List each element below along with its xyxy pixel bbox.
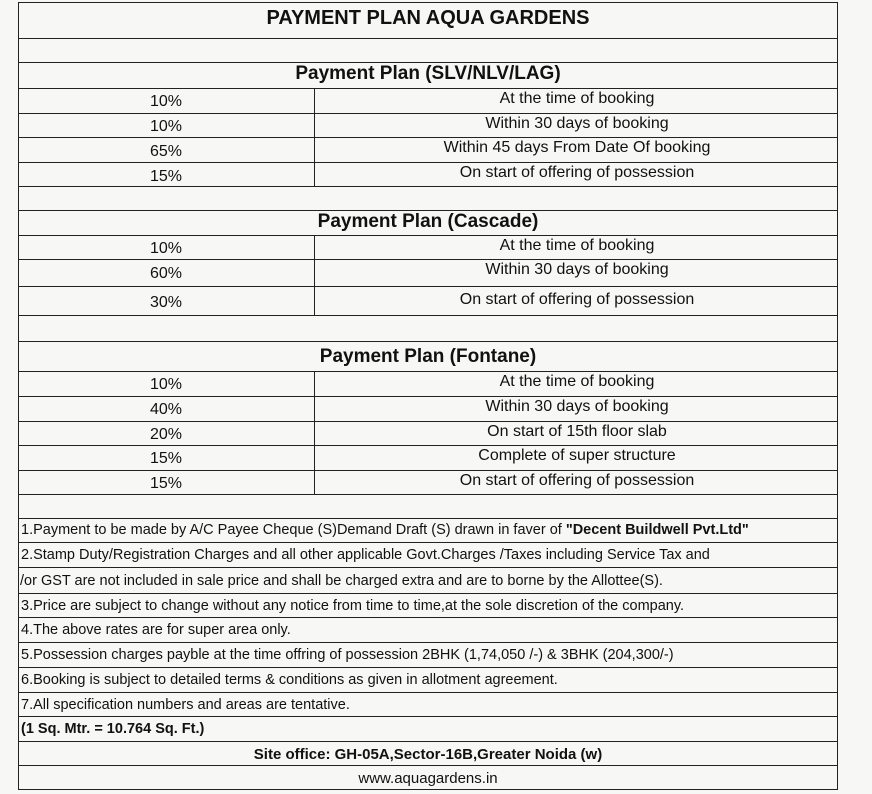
spacer-row xyxy=(18,315,838,341)
site-office: Site office: GH-05A,Sector-16B,Greater Noida (w) xyxy=(253,746,603,763)
footer-row xyxy=(18,765,838,790)
plan-1-row-2-desc: Within 30 days of booking xyxy=(485,115,669,132)
plan-1-row-3-pct: 65% xyxy=(149,143,183,160)
table-row xyxy=(18,470,838,494)
plan-2-row-1-pct: 10% xyxy=(149,240,183,257)
title-row xyxy=(18,2,838,38)
note-row xyxy=(18,716,838,741)
table-row xyxy=(18,421,838,445)
page-title: PAYMENT PLAN AQUA GARDENS xyxy=(266,7,590,29)
plan-3-row-1-pct: 10% xyxy=(149,376,183,393)
note-5: 5.Possession charges payble at the time offring of possession 2BHK (1,74,050 /-) & 3BHK (204,300/-) xyxy=(21,647,674,663)
plan-3-row-2-desc: Within 30 days of booking xyxy=(485,398,669,415)
plan-1-heading: Payment Plan (SLV/NLV/LAG) xyxy=(295,63,561,84)
note-row xyxy=(18,642,838,667)
note-row xyxy=(18,518,838,542)
plan-2-heading-row xyxy=(18,210,838,235)
plan-1-row-2-pct: 10% xyxy=(149,118,183,135)
plan-1-row-1-pct: 10% xyxy=(149,93,183,110)
table-row xyxy=(18,137,838,162)
table-row xyxy=(18,88,838,113)
plan-3-row-5-pct: 15% xyxy=(149,475,183,492)
plan-2-row-3-desc: On start of offering of possession xyxy=(459,291,695,308)
note-row xyxy=(18,593,838,617)
note-row xyxy=(18,617,838,642)
plan-3-row-4-pct: 15% xyxy=(149,450,183,467)
plan-1-row-3-desc: Within 45 days From Date Of booking xyxy=(443,139,711,156)
note-row xyxy=(18,542,838,567)
table-row xyxy=(18,445,838,470)
plan-3-row-1-desc: At the time of booking xyxy=(499,373,655,390)
plan-3-heading: Payment Plan (Fontane) xyxy=(319,346,537,367)
table-row xyxy=(18,162,838,186)
plan-3-row-2-pct: 40% xyxy=(149,401,183,418)
note-2b: /or GST are not included in sale price and shall be charged extra and are to borne by the Allottee(S). xyxy=(20,573,663,589)
conversion-note: (1 Sq. Mtr. = 10.764 Sq. Ft.) xyxy=(21,721,205,737)
note-2a: 2.Stamp Duty/Registration Charges and all other applicable Govt.Charges /Taxes including Service Tax and xyxy=(21,547,710,563)
plan-1-row-1-desc: At the time of booking xyxy=(499,90,655,107)
table-row xyxy=(18,286,838,315)
spacer-row xyxy=(18,38,838,62)
plan-2-row-2-desc: Within 30 days of booking xyxy=(485,261,669,278)
note-row xyxy=(18,567,838,593)
note-7: 7.All specification numbers and areas are tentative. xyxy=(21,697,350,713)
note-row xyxy=(18,692,838,716)
website-link[interactable]: www.aquagardens.in xyxy=(358,770,498,787)
note-6: 6.Booking is subject to detailed terms & conditions as given in allotment agreement. xyxy=(21,672,558,688)
table-row xyxy=(18,235,838,259)
table-row xyxy=(18,396,838,421)
note-row xyxy=(18,667,838,692)
plan-1-heading-row xyxy=(18,62,838,88)
plan-3-row-3-pct: 20% xyxy=(149,426,183,443)
table-row xyxy=(18,113,838,137)
footer-row xyxy=(18,741,838,765)
table-row xyxy=(18,371,838,396)
note-1 xyxy=(21,522,749,538)
plan-3-row-3-desc: On start of 15th floor slab xyxy=(487,423,667,440)
plan-2-row-1-desc: At the time of booking xyxy=(499,237,655,254)
plan-3-heading-row xyxy=(18,341,838,371)
spacer-row xyxy=(18,494,838,518)
note-4: 4.The above rates are for super area only. xyxy=(21,622,291,638)
plan-1-row-4-desc: On start of offering of possession xyxy=(459,164,695,181)
table-row xyxy=(18,259,838,286)
plan-2-heading: Payment Plan (Cascade) xyxy=(317,211,539,232)
payment-plan-sheet xyxy=(18,0,838,794)
plan-3-row-5-desc: On start of offering of possession xyxy=(459,472,695,489)
plan-2-row-2-pct: 60% xyxy=(149,265,183,282)
plan-3-row-4-desc: Complete of super structure xyxy=(478,447,676,464)
note-1-company: "Decent Buildwell Pvt.Ltd" xyxy=(565,522,749,538)
note-3: 3.Price are subject to change without any notice from time to time,at the sole discretion of the company. xyxy=(21,598,685,614)
note-1-text: 1.Payment to be made by A/C Payee Cheque (S)Demand Draft (S) drawn in faver of xyxy=(21,522,566,538)
plan-1-row-4-pct: 15% xyxy=(149,168,183,185)
spacer-row xyxy=(18,186,838,210)
plan-2-row-3-pct: 30% xyxy=(149,294,183,311)
